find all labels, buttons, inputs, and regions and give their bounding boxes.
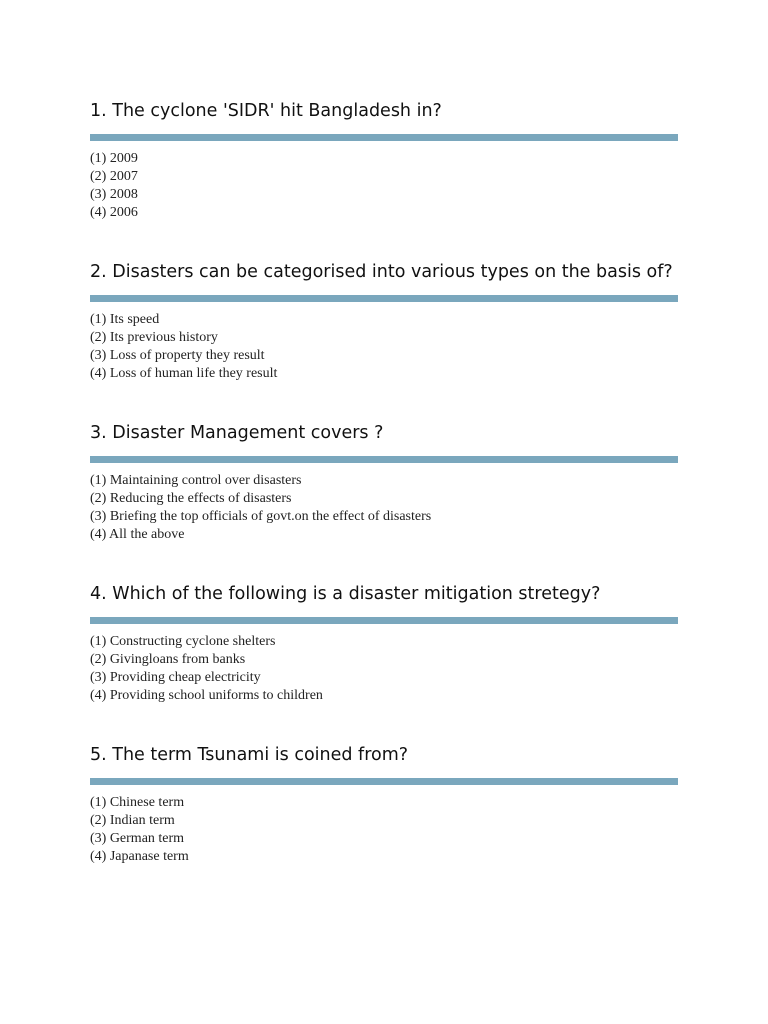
question-5-option-2: (2) Indian term bbox=[90, 813, 175, 828]
question-2-option-1: (1) Its speed bbox=[90, 312, 160, 327]
question-4 bbox=[90, 579, 678, 705]
question-1 bbox=[90, 96, 678, 222]
question-4-options bbox=[90, 633, 678, 705]
question-4-divider bbox=[90, 617, 678, 624]
question-1-option-1: (1) 2009 bbox=[90, 151, 138, 166]
question-5-options bbox=[90, 794, 678, 866]
question-1-divider bbox=[90, 134, 678, 141]
question-2-divider bbox=[90, 295, 678, 302]
question-5-option-4: (4) Japanase term bbox=[90, 849, 189, 864]
question-4-option-2: (2) Givingloans from banks bbox=[90, 652, 246, 667]
question-4-title: 4. Which of the following is a disaster mitigation stretegy? bbox=[90, 584, 601, 604]
question-5-divider bbox=[90, 778, 678, 785]
question-4-option-1: (1) Constructing cyclone shelters bbox=[90, 634, 276, 649]
question-1-option-2: (2) 2007 bbox=[90, 169, 138, 184]
question-3-options bbox=[90, 472, 678, 544]
question-3-option-2: (2) Reducing the effects of disasters bbox=[90, 491, 292, 506]
question-5-title: 5. The term Tsunami is coined from? bbox=[90, 745, 409, 765]
question-5-option-1: (1) Chinese term bbox=[90, 795, 185, 810]
question-5-option-3: (3) German term bbox=[90, 831, 185, 846]
question-2-option-3: (3) Loss of property they result bbox=[90, 348, 265, 363]
question-2-option-2: (2) Its previous history bbox=[90, 330, 218, 345]
question-2-option-4: (4) Loss of human life they result bbox=[90, 366, 278, 381]
question-3-option-3: (3) Briefing the top officials of govt.on the effect of disasters bbox=[90, 509, 432, 524]
question-2-title: 2. Disasters can be categorised into various types on the basis of? bbox=[90, 262, 673, 282]
question-3 bbox=[90, 418, 678, 544]
question-4-option-4: (4) Providing school uniforms to children bbox=[90, 688, 323, 703]
question-1-option-4: (4) 2006 bbox=[90, 205, 138, 220]
question-1-option-3: (3) 2008 bbox=[90, 187, 138, 202]
question-3-option-4: (4) All the above bbox=[90, 527, 185, 542]
question-5 bbox=[90, 740, 678, 866]
question-1-title: 1. The cyclone 'SIDR' hit Bangladesh in? bbox=[90, 101, 442, 121]
question-1-options bbox=[90, 150, 678, 222]
question-2 bbox=[90, 257, 678, 383]
question-4-option-3: (3) Providing cheap electricity bbox=[90, 670, 261, 685]
question-3-title: 3. Disaster Management covers ? bbox=[90, 423, 384, 443]
document-page bbox=[90, 96, 678, 866]
question-3-option-1: (1) Maintaining control over disasters bbox=[90, 473, 302, 488]
question-3-divider bbox=[90, 456, 678, 463]
question-2-options bbox=[90, 311, 678, 383]
